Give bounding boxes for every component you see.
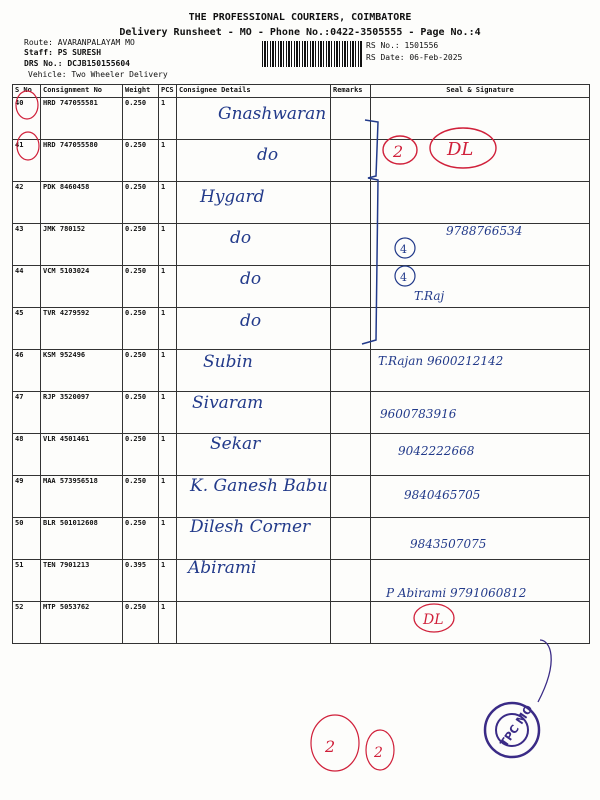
handwritten-consignee: Sivaram [192,393,264,414]
col-header-pcs: PCS [159,85,177,98]
weight-cell: 0.250 [123,308,159,350]
pcs-cell: 1 [159,560,177,602]
sno-40-circle [16,91,38,119]
handwritten-consignee: do [240,310,262,331]
sno-41-circle [17,132,39,160]
sno-cell: 45 [13,308,41,350]
col-header-sno: S No [13,85,41,98]
consignment-cell: TVR 4279592 [41,308,123,350]
consignment-cell: JMK 780152 [41,224,123,266]
circle-4-text: 4 [400,243,407,256]
sno-cell: 41 [13,140,41,182]
consignment-cell: MTP 5053762 [41,602,123,644]
sno-cell: 46 [13,350,41,392]
handwritten-consignee: do [240,269,262,290]
pcs-cell: 1 [159,350,177,392]
pcs-cell: 1 [159,434,177,476]
pcs-cell: 1 [159,602,177,644]
handwritten-signature: P Abirami 9791060812 [386,586,527,601]
dl-top-text: DL [447,139,474,160]
runsheet-title: Delivery Runsheet - MO - Phone No.:0422-3505555 - Page No.:4 [119,27,481,38]
handwritten-consignee: Gnashwaran [218,104,327,124]
handwritten-signature: 9843507075 [410,537,487,551]
sno-cell: 40 [13,98,41,140]
consignment-cell: KSM 952496 [41,350,123,392]
weight-cell: 0.250 [123,392,159,434]
weight-cell: 0.250 [123,518,159,560]
sno-cell: 49 [13,476,41,518]
handwritten-signature: T.Raj [414,288,445,303]
consignment-cell: HRD 747055580 [41,140,123,182]
drs-label: DRS No.: DCJB150155604 [24,59,130,68]
svg-text:TPC MO: TPC MO [497,702,536,750]
weight-cell: 0.250 [123,224,159,266]
consignment-cell: HRD 747055581 [41,98,123,140]
consignment-cell: BLR 501012608 [41,518,123,560]
consignment-cell: VLR 4501461 [41,434,123,476]
consignment-cell: MAA 573956518 [41,476,123,518]
weight-cell: 0.250 [123,434,159,476]
bottom-circle-b-text: 2 [374,745,383,761]
handwritten-signature: 9600783916 [380,407,457,422]
pcs-cell: 1 [159,518,177,560]
pcs-cell: 1 [159,266,177,308]
rs-date: RS Date: 06-Feb-2025 [366,53,463,62]
circle-2-text: 2 [393,142,404,161]
handwritten-consignee: K. Ganesh Babu [190,475,328,496]
sno-cell: 52 [13,602,41,644]
dl-bottom-text: DL [423,612,444,628]
weight-cell: 0.250 [123,266,159,308]
pcs-cell: 1 [159,392,177,434]
sno-cell: 42 [13,182,41,224]
col-header-consignee: Consignee Details [177,85,331,98]
pcs-cell: 1 [159,140,177,182]
weight-cell: 0.250 [123,476,159,518]
sno-cell: 47 [13,392,41,434]
pcs-cell: 1 [159,182,177,224]
handwritten-consignee: Abirami [188,558,257,579]
rs-number: RS No.: 1501556 [366,41,439,50]
sno-cell: 51 [13,560,41,602]
handwritten-consignee: Hygard [200,186,265,207]
weight-cell: 0.250 [123,350,159,392]
handwritten-signature: 9042222668 [398,444,475,459]
staff-label: Staff: PS SURESH [24,48,102,57]
col-header-weight: Weight [123,85,159,98]
weight-cell: 0.395 [123,560,159,602]
handwritten-consignee: do [257,145,279,166]
pcs-cell: 1 [159,98,177,140]
consignment-cell: RJP 3520097 [41,392,123,434]
weight-cell: 0.250 [123,98,159,140]
remarks-bracket [362,120,378,344]
handwritten-signature: 9788766534 [446,223,523,238]
handwritten-consignee: Sekar [210,434,261,455]
route-label: Route: AVARANPALAYAM MO [24,38,135,47]
col-header-signature: Seal & Signature [371,85,590,98]
sno-cell: 44 [13,266,41,308]
sno-cell: 43 [13,224,41,266]
handwritten-consignee: Dilesh Corner [190,517,311,537]
tpc-stamp [485,703,539,757]
stamp-signature-stroke [538,640,551,702]
bottom-circle-a-text: 2 [325,737,336,756]
sno-cell: 48 [13,434,41,476]
vehicle-label: Vehicle: Two Wheeler Delivery [28,70,168,79]
sno-cell: 50 [13,518,41,560]
handwritten-signature: 9840465705 [404,487,481,502]
col-header-consignment: Consignment No [41,85,123,98]
company-title: THE PROFESSIONAL COURIERS, COIMBATORE [188,12,412,23]
handwritten-consignee: do [230,227,252,248]
weight-cell: 0.250 [123,602,159,644]
col-header-remarks: Remarks [331,85,371,98]
pcs-cell: 1 [159,476,177,518]
weight-cell: 0.250 [123,140,159,182]
weight-cell: 0.250 [123,182,159,224]
handwritten-consignee: Subin [203,351,253,372]
consignment-cell: PDK 8460458 [41,182,123,224]
consignment-cell: TEN 7901213 [41,560,123,602]
handwritten-signature: T.Rajan 9600212142 [378,353,504,368]
consignment-cell: VCM 5103024 [41,266,123,308]
circle-4b-text: 4 [400,271,407,284]
pcs-cell: 1 [159,308,177,350]
pcs-cell: 1 [159,224,177,266]
